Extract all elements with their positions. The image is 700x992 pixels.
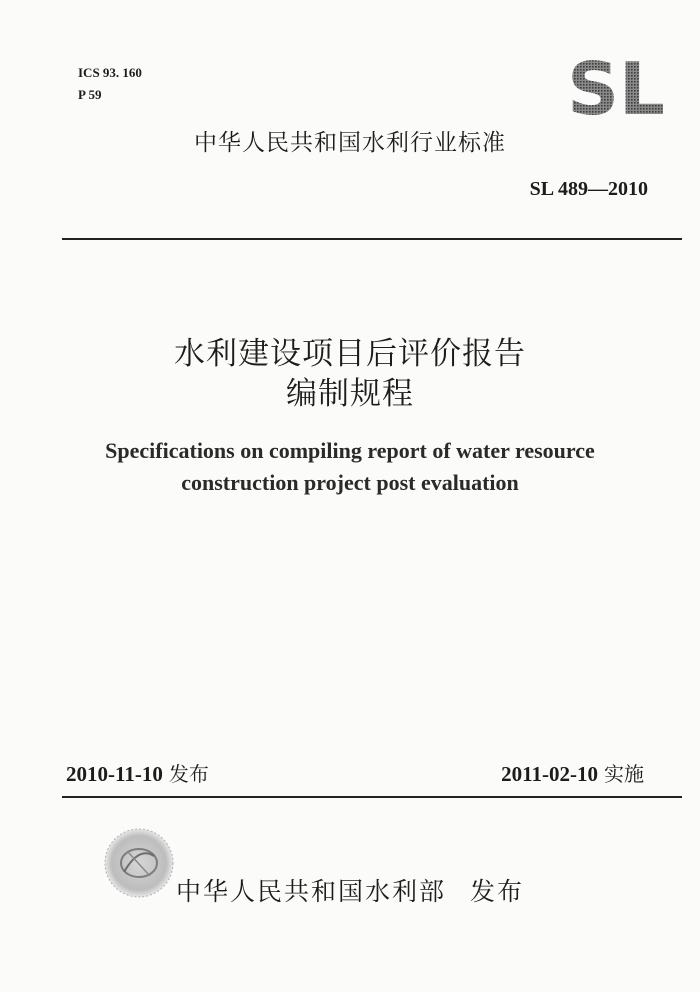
industry-standard-title: 中华人民共和国水利行业标准 [194,130,506,156]
standard-number: SL 489—2010 [529,178,648,200]
ics-code: ICS 93. 160 [78,65,142,80]
svg-text:SL: SL [567,60,665,118]
publisher-action: 发布 [470,877,525,906]
publisher [0,872,700,908]
top-divider [62,238,682,240]
title-en-line2: construction project post evaluation [181,470,519,495]
publisher-name: 中华人民共和国水利部 [175,877,446,906]
effective-date-value: 2011-02-10 [501,762,598,786]
category-code: P 59 [78,87,102,102]
title-zh-line1: 水利建设项目后评价报告 [174,336,526,372]
title-en-line1: Specifications on compiling report of water resource [105,438,595,463]
effective-date-label: 实施 [604,762,644,786]
issue-date-value: 2010-11-10 [66,762,163,786]
classification-codes [78,62,142,106]
effective-date [501,758,644,787]
title-zh-line2: 编制规程 [286,376,414,412]
sl-logo [562,60,670,118]
issue-date [66,758,209,787]
issue-date-label: 发布 [168,762,209,786]
bottom-divider [62,796,682,798]
